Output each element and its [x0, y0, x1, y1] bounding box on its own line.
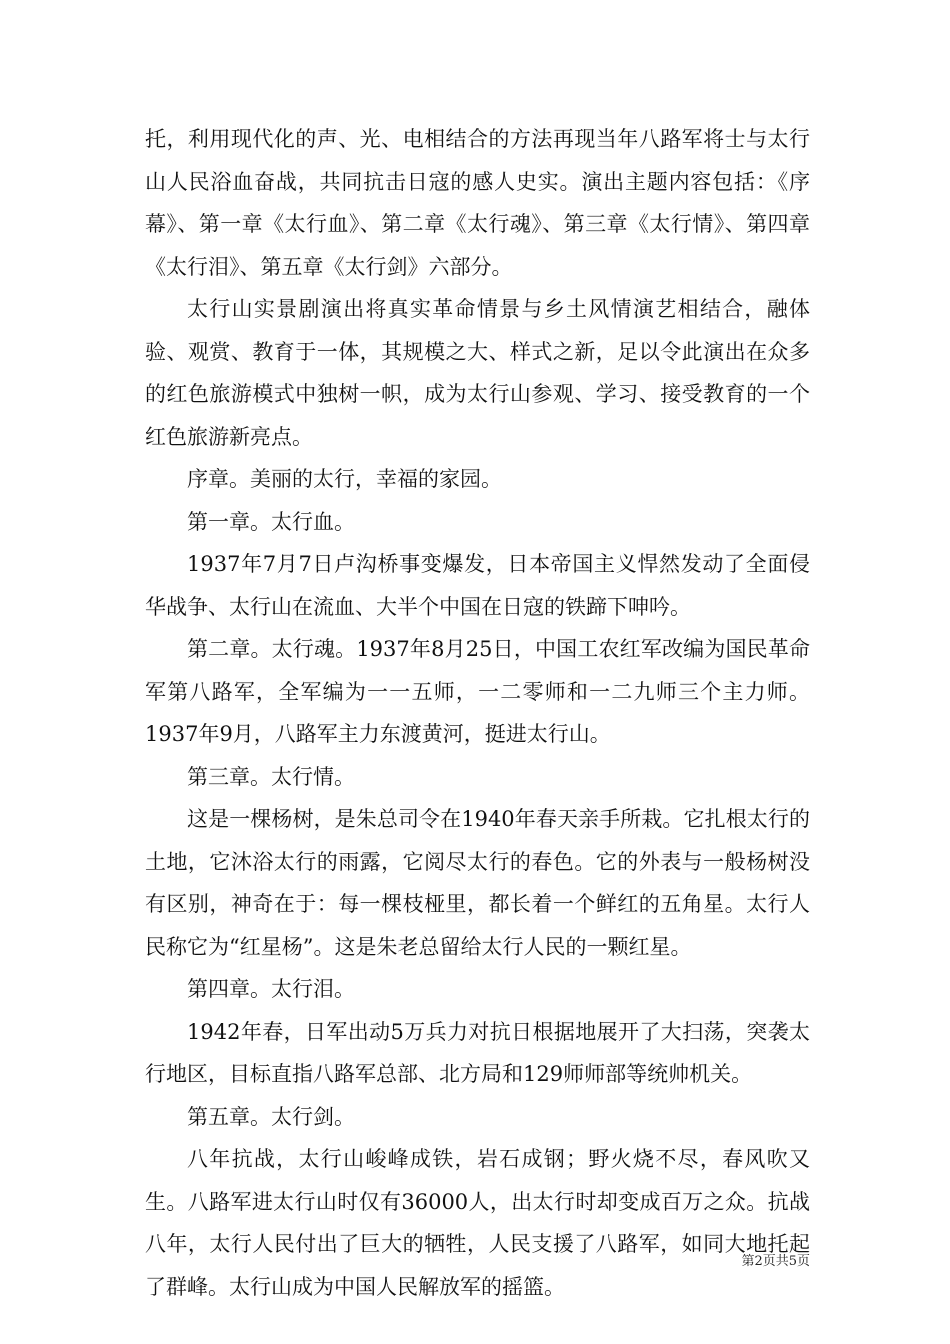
page-number: 第2页共5页 [741, 1254, 810, 1269]
paragraph-continuation: 托，利用现代化的声、光、电相结合的方法再现当年八路军将士与太行山人民浴血奋战，共同抗击日寇的感人史实。演出主题内容包括：《序幕》、第一章《太行血》、第二章《太行魂》、第三章《太行情》、第四章《太行泪》、第五章《太行剑》六部分。 [145, 127, 810, 279]
paragraph-chapter-1-body: 1937年7月7日卢沟桥事变爆发，日本帝国主义悍然发动了全面侵华战争、太行山在流血、大半个中国在日寇的铁蹄下呻吟。 [145, 552, 810, 619]
paragraph-chapter-2: 第二章。太行魂。1937年8月25日，中国工农红军改编为国民革命军第八路军，全军编为一一五师，一二零师和一二九师三个主力师。1937年9月，八路军主力东渡黄河，挺进太行山。 [145, 637, 810, 746]
paragraph-chapter-3-body: 这是一棵杨树，是朱总司令在1940年春天亲手所栽。它扎根太行的土地，它沐浴太行的雨露，它阅尽太行的春色。它的外表与一般杨树没有区别，神奇在于：每一棵枝桠里，都长着一个鲜红的五角星。太行人民称它为“红星杨”。这是朱老总留给太行人民的一颗红星。 [145, 807, 810, 959]
body-text [145, 118, 810, 1308]
paragraph-chapter-3-title: 第三章。太行情。 [187, 764, 355, 789]
paragraph-chapter-4-title: 第四章。太行泪。 [187, 977, 355, 1001]
paragraph-chapter-5-body: 八年抗战，太行山峻峰成铁，岩石成钢；野火烧不尽，春风吹又生。八路军进太行山时仅有36000人，出太行时却变成百万之众。抗战八年，太行人民付出了巨大的牺牲，人民支援了八路军，如同大地托起了群峰。太行山成为中国人民解放军的摇篮。 [145, 1147, 810, 1299]
paragraph-chapter-4-body: 1942年春，日军出动5万兵力对抗日根据地展开了大扫荡，突袭太行地区，目标直指八路军总部、北方局和129师师部等统帅机关。 [145, 1019, 810, 1086]
paragraph-prologue: 序章。美丽的太行，幸福的家园。 [187, 467, 502, 491]
paragraph-chapter-5-title: 第五章。太行剑。 [187, 1104, 355, 1129]
paragraph-chapter-1-title: 第一章。太行血。 [187, 509, 355, 534]
paragraph-performance-intro: 太行山实景剧演出将真实革命情景与乡土风情演艺相结合，融体验、观赏、教育于一体，其规模之大、样式之新，足以令此演出在众多的红色旅游模式中独树一帜，成为太行山参观、学习、接受教育的一个红色旅游新亮点。 [145, 297, 810, 449]
